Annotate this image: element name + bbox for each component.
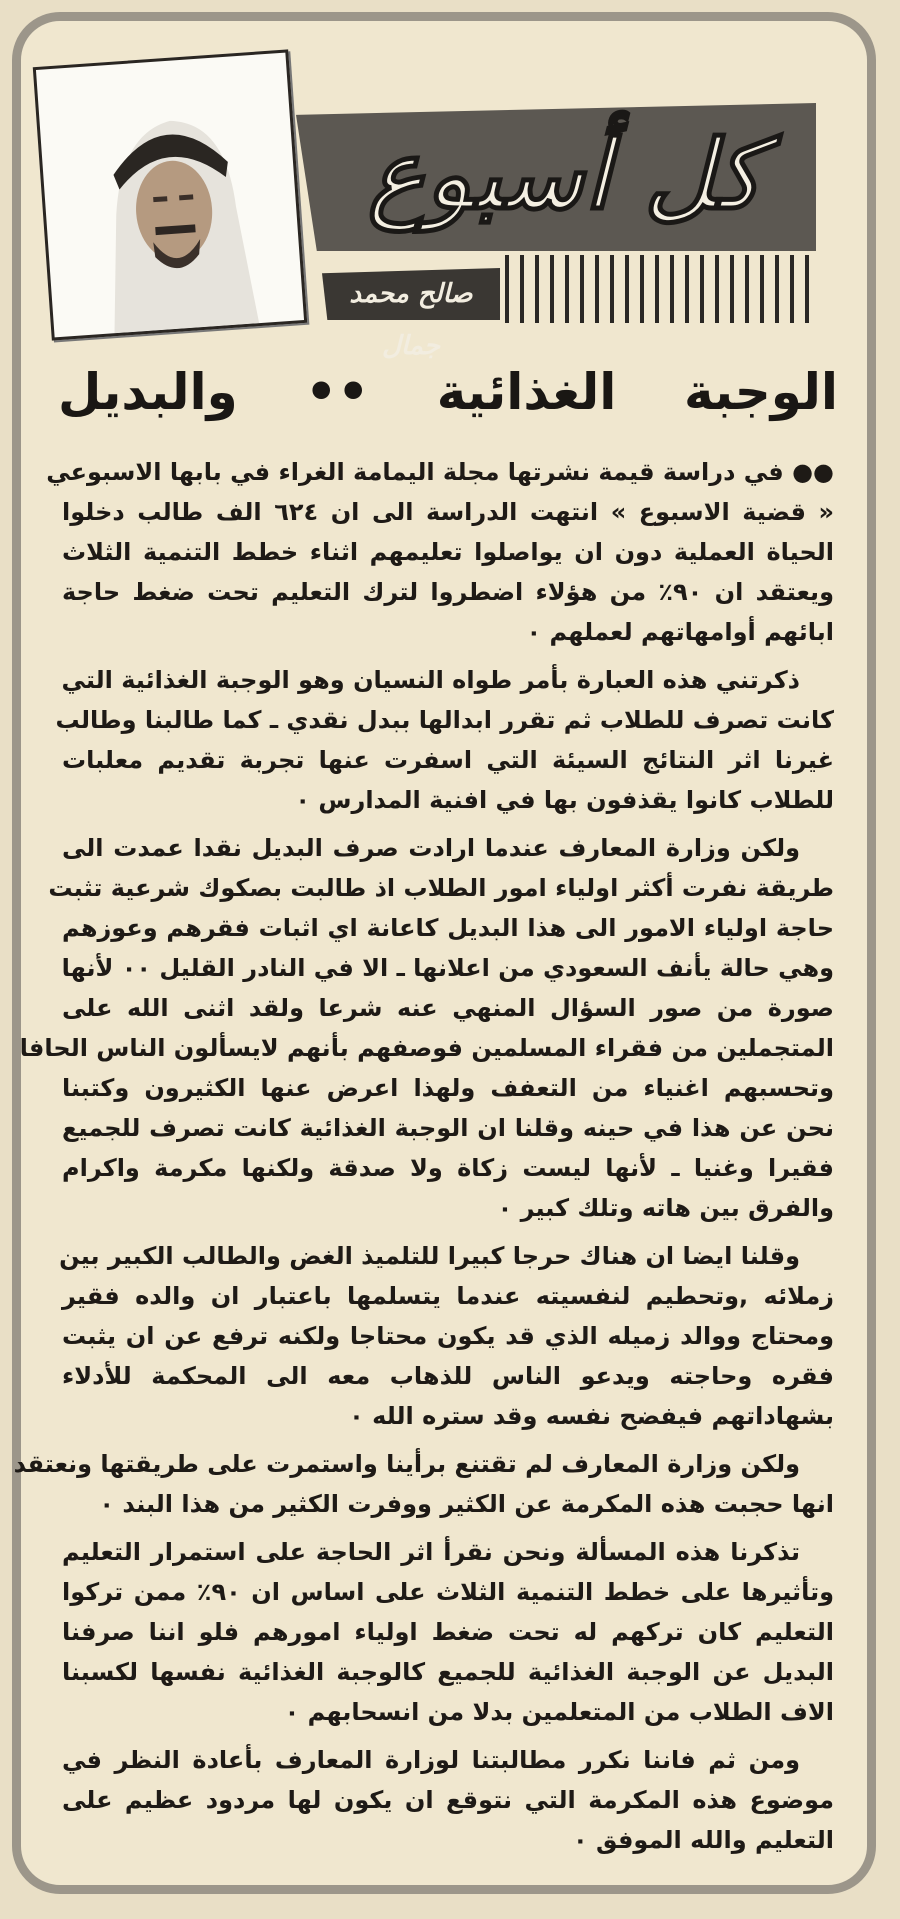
text-line: ويعتقد ان ٩٠٪ من هؤلاء اضطروا لترك التعليم تحت ضغط حاجة [62,578,834,606]
text-line: ومن ثم فاننا نكرر مطالبتنا لوزارة المعارف بأعادة النظر في [62,1746,800,1774]
article-title: الوجبة الغذائية •• والبديل [58,363,838,421]
text-line: والفرق بين هاته وتلك كبير ٠ [497,1194,834,1222]
text-line: ولكن وزارة المعارف لم تقتنع برأينا واستمرت على طريقتها ونعتقد [13,1450,800,1478]
text-line: وتحسبهم اغنياء من التعفف ولهذا اعرض عنها الكثيرون وكتبنا [62,1074,834,1102]
article-paragraph [59,1236,834,1436]
text-line: زملائه ,وتحطيم لنفسيته عندما يتسلمها باعتبار ان والده فقير [62,1282,834,1310]
text-line: الاف الطلاب من المتعلمين بدلا من انسحابهم ٠ [284,1698,834,1726]
text-line: صورة من صور السؤال المنهي عنه شرعا ولقد اثنى الله على [62,994,834,1022]
author-name: صالح محمد جمال [349,279,473,361]
text-line: وهي حالة يأنف السعودي من اعلانها ـ الا في النادر القليل ٠٠ لأنها [61,954,834,982]
text-line: فقيرا وغنيا ـ لأنها ليست زكاة ولا صدقة ولكنها مكرمة واكرام [62,1154,834,1182]
article-paragraph [62,1740,834,1860]
text-line: موضوع هذه المكرمة التي نتوقع ان يكون لها مردود عظيم على [62,1786,834,1814]
text-line: نحن عن هذا في حينه وقلنا ان الوجبة الغذائية كانت تصرف للجميع [62,1114,834,1142]
decorative-stripes [505,255,817,323]
text-line: للطلاب كانوا يقذفون بها في افنية المدارس ٠ [295,786,834,814]
text-line: انها حجبت هذه المكرمة عن الكثير ووفرت الكثير من هذا البند ٠ [99,1490,834,1518]
text-line: وقلنا ايضا ان هناك حرجا كبيرا للتلميذ الغض والطالب الكبير بين [59,1242,800,1270]
text-line: المتجملين من فقراء المسلمين فوصفهم بأنهم لايسألون الناس الحافا [19,1034,834,1062]
column-title: كل أسبوع [367,119,763,231]
author-photo [33,49,307,340]
author-portrait-image [36,53,304,338]
text-line: التعليم والله الموفق ٠ [573,1826,834,1854]
article-paragraph [13,1444,834,1524]
text-line: كانت تصرف للطلاب ثم تقرر ابدالها ببدل نقدي ـ كما طالبنا وطالب [55,706,834,734]
text-line: ومحتاج ووالد زميله الذي قد يكون محتاجا ولكنه ترفع عن ان يثبت [62,1322,834,1350]
text-line: ابائهم أوامهاتهم لعملهم ٠ [526,618,834,646]
article-paragraph [19,828,834,1228]
article-paragraph [55,660,834,820]
text-line: البديل عن الوجبة الغذائية للجميع كالوجبة الغذائية نفسها لكسبنا [62,1658,834,1686]
article-paragraph [46,452,834,652]
text-line: ذكرتني هذه العبارة بأمر طواه النسيان وهو الوجبة الغذائية التي [61,666,800,694]
text-line: تذكرنا هذه المسألة ونحن نقرأ اثر الحاجة على استمرار التعليم [62,1538,800,1566]
text-line: فقره وحاجته ويدعو الناس للذهاب معه الى المحكمة للأدلاء [62,1362,834,1390]
text-line: غيرنا اثر النتائج السيئة التي اسفرت عنها تجربة تقديم معلبات [62,746,834,774]
text-line: حاجة اولياء الامور الى هذا البديل كاعانة اي اثبات فقرهم وعوزهم [62,914,834,942]
text-line: التعليم كان تركهم له تحت ضغط اولياء امورهم فلو اننا صرفنا [62,1618,834,1646]
text-line: طريقة نفرت أكثر اولياء امور الطلاب اذ طالبت بصكوك شرعية تثبت [48,874,834,902]
text-line: بشهاداتهم فيفضح نفسه وقد ستره الله ٠ [349,1402,834,1430]
article-paragraph [62,1532,834,1732]
text-line: وتأثيرها على خطط التنمية الثلاث على اساس ان ٩٠٪ ممن تركوا [62,1578,835,1606]
text-line: ولكن وزارة المعارف عندما ارادت صرف البديل نقدا عمدت الى [62,834,800,862]
text-line: الحياة العملية دون ان يواصلوا تعليمهم اثناء خطط التنمية الثلاث [62,538,834,566]
text-line: « قضية الاسبوع » انتهت الدراسة الى ان ٦٢٤ الف طالب دخلوا [62,498,834,526]
article-body [13,452,835,1868]
text-line: ●● في دراسة قيمة نشرتها مجلة اليمامة الغراء في بابها الاسبوعي [46,458,834,486]
